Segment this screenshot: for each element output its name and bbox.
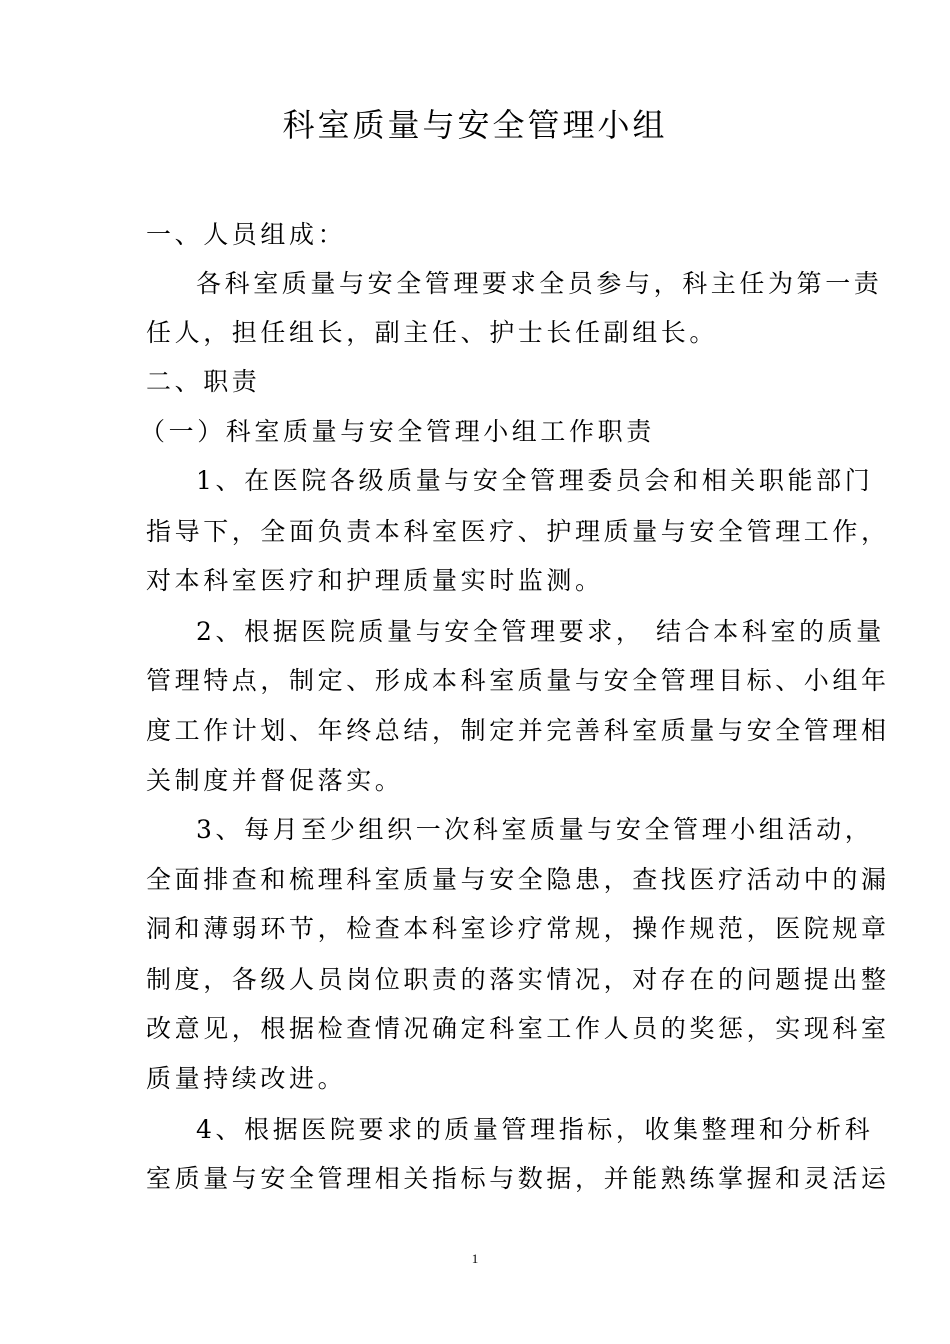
paragraph-line: 改意见，根据检查情况确定科室工作人员的奖惩，实现科室 [146,1014,890,1043]
paragraph-line: 全面排查和梳理科室质量与安全隐患，查找医疗活动中的漏 [146,865,890,894]
page-number: 1 [471,1251,479,1266]
paragraph-line: 对本科室医疗和护理质量实时监测。 [146,566,604,595]
paragraph-line: 洞和薄弱环节，检查本科室诊疗常规，操作规范，医院规章 [146,914,890,943]
paragraph-line: 3、每月至少组织一次科室质量与安全管理小组活动， [196,815,874,844]
paragraph-line: 2、根据医院质量与安全管理要求， 结合本科室的质量 [196,617,885,646]
paragraph-line: 管理特点，制定、形成本科室质量与安全管理目标、小组年 [146,666,890,695]
paragraph-line: 度工作计划、年终总结，制定并完善科室质量与安全管理相 [146,716,890,745]
subsection-heading: （一）科室质量与安全管理小组工作职责 [140,417,655,446]
document-title: 科室质量与安全管理小组 [282,106,668,144]
paragraph-line: 任人，担任组长，副主任、护士长任副组长。 [146,318,719,347]
paragraph-line: 1、在医院各级质量与安全管理委员会和相关职能部门 [196,466,874,495]
paragraph-line: 室质量与安全管理相关指标与数据，并能熟练掌握和灵活运 [146,1164,890,1193]
paragraph-line: 指导下，全面负责本科室医疗、护理质量与安全管理工作， [146,517,890,546]
section-heading-personnel: 一、人员组成： [146,220,347,249]
paragraph-line: 4、根据医院要求的质量管理指标，收集整理和分析科 [196,1115,874,1144]
paragraph-line: 关制度并督促落实。 [146,766,404,795]
section-heading-duties: 二、职责 [146,367,261,396]
paragraph-line: 质量持续改进。 [146,1064,347,1093]
paragraph-line: 各科室质量与安全管理要求全员参与，科主任为第一责 [196,269,883,298]
paragraph-line: 制度，各级人员岗位职责的落实情况，对存在的问题提出整 [146,965,890,994]
